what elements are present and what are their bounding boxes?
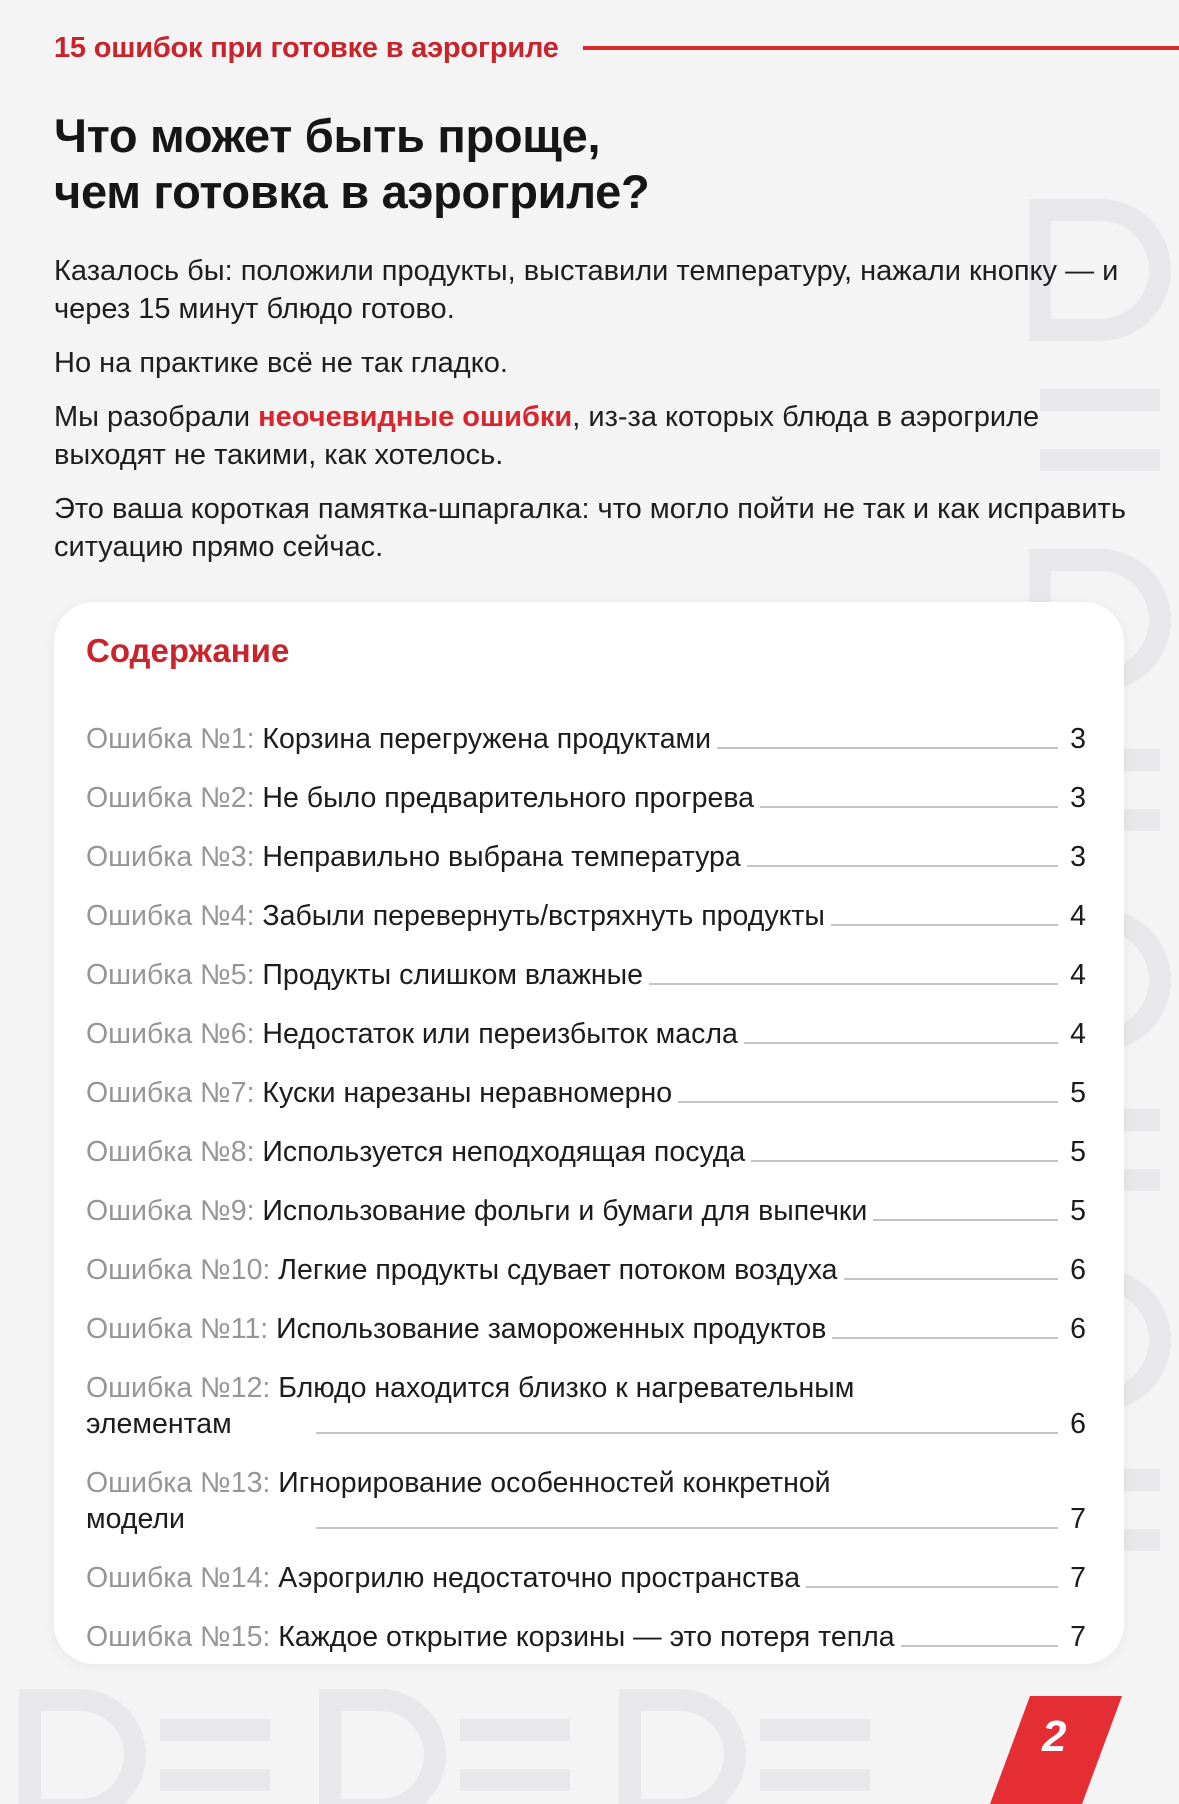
toc-item-page: 4	[1070, 1018, 1086, 1050]
toc-item-number: Ошибка №10:	[86, 1254, 271, 1286]
toc-item-page: 3	[1070, 841, 1086, 873]
toc-item-title: Использование фольги и бумаги для выпечки	[262, 1195, 868, 1227]
toc-item-number: Ошибка №2:	[86, 782, 255, 814]
toc-item-title: Продукты слишком влажные	[262, 959, 644, 991]
intro-p3-end: , из-за которых блюда в аэрогриле выходят не такими, как хотелось.	[54, 401, 1040, 471]
toc-item-title: Недостаток или переизбыток масла	[262, 1018, 738, 1050]
toc-item-text	[86, 1619, 895, 1655]
intro-text	[54, 252, 1134, 582]
toc-item-page: 7	[1070, 1621, 1086, 1653]
toc-item-number: Ошибка №13:	[86, 1467, 271, 1499]
toc-leader-line	[806, 1586, 1058, 1588]
toc-item-number: Ошибка №3:	[86, 841, 255, 873]
toc-item-title: Корзина перегружена продуктами	[262, 723, 712, 755]
toc-item-number: Ошибка №7:	[86, 1077, 255, 1109]
toc-item-page: 6	[1070, 1313, 1086, 1345]
toc-item-page: 3	[1070, 782, 1086, 814]
toc-item-page: 7	[1070, 1503, 1086, 1535]
toc-leader-line	[832, 1337, 1058, 1339]
toc-leader-line	[717, 747, 1058, 749]
toc-item[interactable]	[86, 1170, 1086, 1229]
intro-p3-start: Мы разобрали	[54, 401, 259, 433]
intro-paragraph-2: Но на практике всё не так гладко.	[54, 347, 508, 379]
toc-item[interactable]	[86, 816, 1086, 875]
toc-item-page: 3	[1070, 723, 1086, 755]
page-number: 2	[1042, 1712, 1067, 1761]
toc-item-page: 6	[1070, 1254, 1086, 1286]
toc-item-page: 5	[1070, 1077, 1086, 1109]
toc-item[interactable]	[86, 1537, 1086, 1596]
toc-item-text	[86, 1560, 800, 1596]
toc-heading: Содержание	[86, 632, 290, 669]
headline-line-2: чем готовка в аэрогриле?	[54, 165, 650, 218]
intro-paragraph-3	[54, 398, 1134, 474]
toc-item-page: 7	[1070, 1562, 1086, 1594]
toc-item-number: Ошибка №4:	[86, 900, 255, 932]
intro-paragraph-4: Это ваша короткая памятка-шпаргалка: что могло пойти не так и как исправить ситуацию прямо сейчас.	[54, 493, 1126, 563]
toc-leader-line	[678, 1101, 1058, 1103]
toc-item-text	[86, 1193, 867, 1229]
toc-leader-line	[747, 865, 1058, 867]
toc-item[interactable]	[86, 1052, 1086, 1111]
table-of-contents	[54, 602, 1124, 1664]
toc-leader-line	[760, 806, 1058, 808]
toc-item-page: 4	[1070, 900, 1086, 932]
toc-item[interactable]	[86, 1596, 1086, 1655]
toc-item-text	[86, 898, 825, 934]
toc-item[interactable]	[86, 1229, 1086, 1288]
toc-item[interactable]	[86, 1347, 1086, 1442]
toc-item-title: Неправильно выбрана температура	[262, 841, 741, 873]
toc-item-title: Аэрогрилю недостаточно пространства	[278, 1562, 801, 1594]
toc-item-text	[86, 1134, 745, 1170]
toc-item-text	[86, 1252, 838, 1288]
toc-item-title: Куски нарезаны неравномерно	[262, 1077, 673, 1109]
page-headline	[54, 108, 649, 220]
toc-item-title: Игнорирование особенностей конкретной модели	[86, 1467, 831, 1535]
toc-item[interactable]	[86, 1442, 1086, 1537]
toc-item-number: Ошибка №6:	[86, 1018, 255, 1050]
headline-line-1: Что может быть проще,	[54, 109, 601, 162]
toc-item[interactable]	[86, 875, 1086, 934]
toc-item-number: Ошибка №12:	[86, 1372, 271, 1404]
toc-leader-line	[316, 1432, 1058, 1434]
toc-item-title: Каждое открытие корзины — это потеря тепла	[278, 1621, 895, 1653]
toc-leader-line	[316, 1527, 1058, 1529]
toc-item-title: Легкие продукты сдувает потоком воздуха	[278, 1254, 838, 1286]
toc-item-page: 6	[1070, 1408, 1086, 1440]
document-title: 15 ошибок при готовке в аэрогриле	[54, 31, 559, 64]
toc-item-title: Использование замороженных продуктов	[276, 1313, 827, 1345]
toc-item-title: Не было предварительного прогрева	[262, 782, 755, 814]
toc-item-number: Ошибка №8:	[86, 1136, 255, 1168]
toc-leader-line	[873, 1219, 1058, 1221]
intro-paragraph-1: Казалось бы: положили продукты, выставили температуру, нажали кнопку — и через 15 минут блюдо готово.	[54, 255, 1119, 325]
toc-leader-line	[649, 983, 1058, 985]
toc-item[interactable]	[86, 993, 1086, 1052]
toc-item[interactable]	[86, 757, 1086, 816]
toc-leader-line	[901, 1645, 1058, 1647]
toc-item-title: Блюдо находится близко к нагревательным элементам	[86, 1372, 855, 1440]
highlight-phrase: неочевидные ошибки	[258, 401, 573, 433]
toc-item-number: Ошибка №14:	[86, 1562, 271, 1594]
toc-item[interactable]	[86, 934, 1086, 993]
toc-item-number: Ошибка №15:	[86, 1621, 271, 1653]
toc-item-text	[86, 839, 741, 875]
toc-item[interactable]	[86, 1111, 1086, 1170]
toc-leader-line	[751, 1160, 1058, 1162]
toc-item-text	[86, 1075, 672, 1111]
toc-leader-line	[744, 1042, 1058, 1044]
toc-item-page: 4	[1070, 959, 1086, 991]
toc-item-number: Ошибка №9:	[86, 1195, 255, 1227]
toc-leader-line	[831, 924, 1058, 926]
toc-item-text	[86, 1016, 738, 1052]
toc-item-page: 5	[1070, 1136, 1086, 1168]
toc-item-number: Ошибка №5:	[86, 959, 255, 991]
toc-leader-line	[844, 1278, 1058, 1280]
toc-item-number: Ошибка №11:	[86, 1313, 269, 1345]
toc-list	[86, 698, 1086, 1655]
toc-item[interactable]	[86, 698, 1086, 757]
title-rule	[583, 46, 1179, 50]
toc-item-page: 5	[1070, 1195, 1086, 1227]
toc-item-number: Ошибка №1:	[86, 723, 255, 755]
toc-item-title: Забыли перевернуть/встряхнуть продукты	[262, 900, 825, 932]
toc-item[interactable]	[86, 1288, 1086, 1347]
page-number-badge	[990, 1696, 1122, 1804]
toc-item-title: Используется неподходящая посуда	[262, 1136, 746, 1168]
toc-item-text	[86, 721, 711, 757]
toc-item-text	[86, 780, 754, 816]
header	[54, 26, 1179, 70]
toc-item-text	[86, 1311, 826, 1347]
toc-item-text	[86, 957, 643, 993]
